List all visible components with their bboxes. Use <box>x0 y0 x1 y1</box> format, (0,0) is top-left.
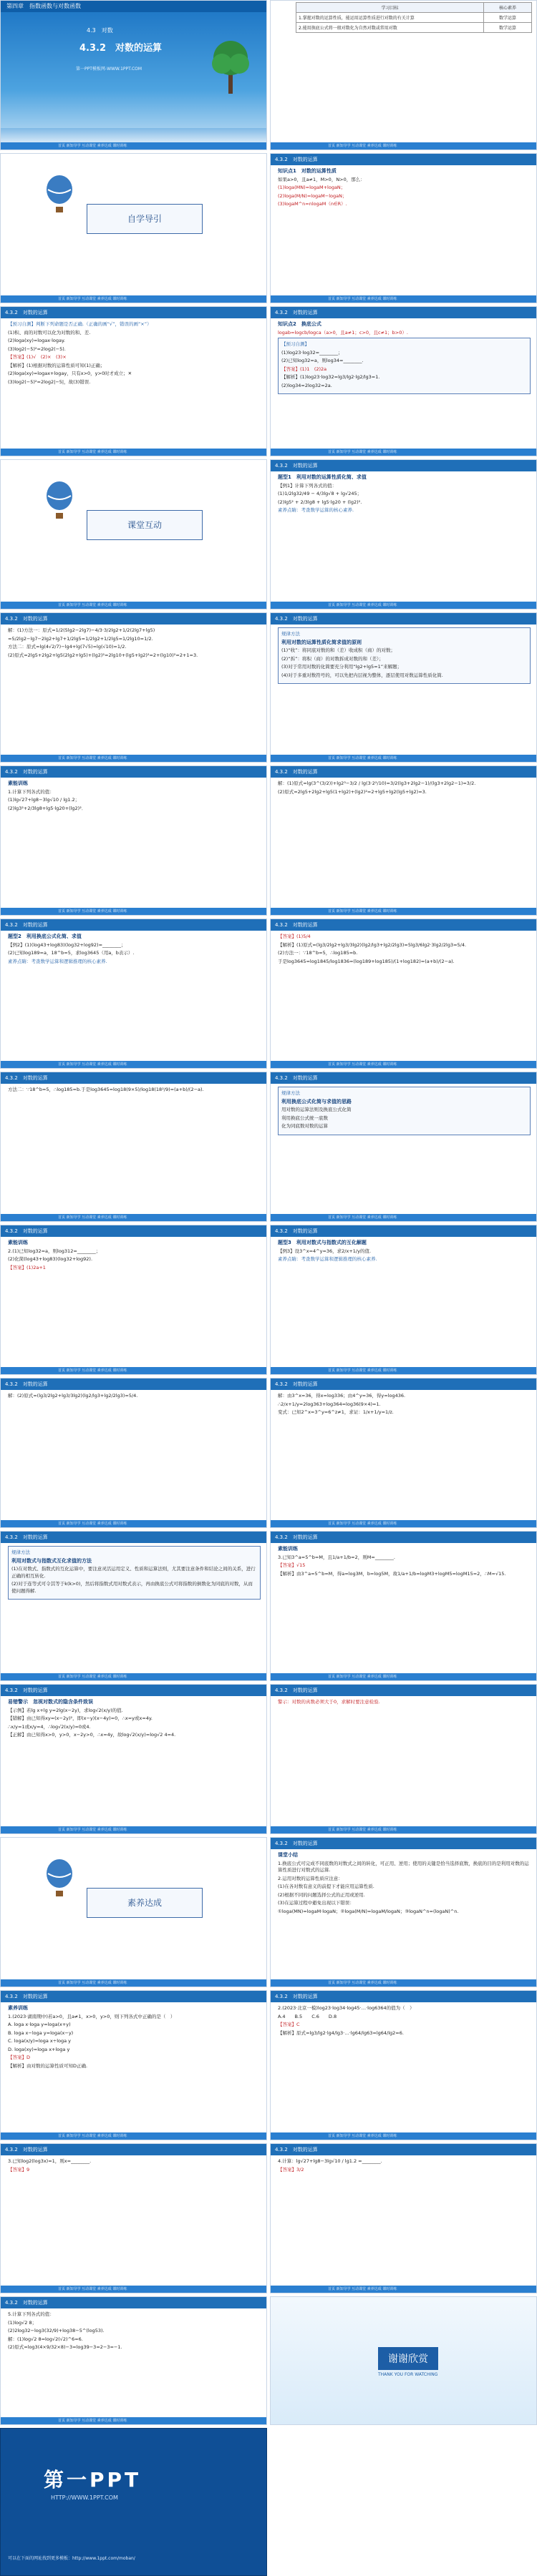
nav-bar[interactable]: 首页 新知导学 互动课堂 素养达成 课时训练 <box>271 1061 536 1068</box>
kp2-title: 知识点2 换底公式 <box>278 321 321 327</box>
example3-solution-slide <box>270 1378 537 1528</box>
kp2-slide <box>270 306 537 456</box>
self-exp-2: (2)loga(xy)=logax+logay，只有x>0，y>0时才成立；✕ <box>8 371 132 376</box>
err-fix: 【正解】由已知得x>0，y>0，x−2y>0，∴x=4y，故log√2(x/y)=log√2 4=4. <box>8 1732 176 1738</box>
summary-p3: (1)在各对数有意义的前提下才能应用运算性质. <box>278 1884 374 1889</box>
slide-header: 4.3.2 对数的运算 <box>1 1378 266 1390</box>
example2-method-slide <box>0 1072 267 1222</box>
nav-bar[interactable]: 首页 新知导学 互动课堂 素养达成 课时训练 <box>1 2132 266 2140</box>
example2-solution-slide <box>270 919 537 1069</box>
practice-q5b: (2)2log32−log3(32/9)+log38−5^(log53). <box>8 2328 105 2333</box>
thanks-label: 谢谢欣赏 <box>378 2347 438 2370</box>
brand-slide <box>0 2428 267 2576</box>
method3-slide <box>0 1531 267 1681</box>
practice-q1a: A. loga x·loga y=loga(x+y) <box>8 2022 71 2027</box>
ex3-s2: ∴2/x+1/y=2log363+log364=log36(9×4)=1. <box>278 1401 381 1407</box>
summary-p5: (3)在运算过程中避免出现以下错误： <box>278 1900 354 1906</box>
kp1-formula-2: (2)loga(M/N)=logaM−logaN； <box>278 192 347 199</box>
method2-step-b: 利用换底公式统一底数 <box>281 1115 328 1121</box>
kp1-title: 知识点1 对数的运算性质 <box>278 168 337 174</box>
slide-header: 4.3.2 对数的运算 <box>1 1225 266 1237</box>
goals-header-1: 学习目标 <box>296 3 484 13</box>
nav-bar[interactable]: 首页 新知导学 互动课堂 素养达成 课时训练 <box>1 1979 266 1987</box>
err-note: 警示：对数的真数必须大于0，求解时要注意检验. <box>278 1699 380 1705</box>
slide-header: 4.3.2 对数的运算 <box>1 766 266 778</box>
self-q1: (1)积、商的对数可以化为对数的和、差. <box>8 329 91 336</box>
goals-table <box>296 2 532 33</box>
practice-q4-answer: 【答案】3/2 <box>278 2166 304 2173</box>
achieve-slide <box>0 1837 267 1987</box>
summary-slide <box>270 1837 537 1987</box>
slide-header: 4.3.2 对数的运算 <box>1 2297 266 2308</box>
example3-slide <box>270 1225 537 1375</box>
slide-header: 4.3.2 对数的运算 <box>271 1378 536 1390</box>
nav-bar[interactable]: 首页 新知导学 互动课堂 素养达成 课时训练 <box>1 1214 266 1221</box>
train2-s1: 解：(2)原式=(lg3/2lg2+lg3/3lg2)(lg2/lg3+lg2/2lg3)=5/4. <box>8 1393 138 1399</box>
err-wrong: 【错解】由已知得xy=(x−2y)²，即(x−y)(x−4y)=0，∴x=y或x=4y. <box>8 1715 153 1721</box>
method3-p2: (2)对于连等式可令其等于k(k>0)，然后将指数式用对数式表示，再由换底公式可将指数的倒数化为同底的对数，从而使问题得解. <box>11 1581 253 1594</box>
train1-solution-slide <box>270 765 537 916</box>
slide-header: 4.3.2 对数的运算 <box>271 460 536 471</box>
kp2-formula: logab=logcb/logca（a>0，且a≠1；c>0，且c≠1；b>0）. <box>278 329 408 336</box>
slide-header: 4.3.2 对数的运算 <box>271 1991 536 2002</box>
ex1-prompt: 【例1】计算下列各式的值： <box>278 482 337 489</box>
section-interact: 课堂互动 <box>87 510 203 540</box>
thanks-sub: THANK YOU FOR WATCHING <box>378 2372 438 2377</box>
train2-q2: (2)化简(log43+log83)(log32+log92). <box>8 1256 93 1262</box>
practice-q5a: (1)log√2 8； <box>8 2319 37 2326</box>
practice2-slide <box>270 1990 537 2140</box>
goal-2: 2.能用换底公式将一般对数化为自然对数或常用对数 <box>296 23 484 33</box>
section-guide: 自学导引 <box>87 204 203 234</box>
balloon-icon <box>44 481 75 521</box>
self-exp-3: (3)log2(−5)²=2log2|−5|，故(3)错误. <box>8 378 91 385</box>
slide-header: 4.3.2 对数的运算 <box>271 919 536 931</box>
kp1-intro: 如果a>0，且a≠1，M>0，N>0，那么： <box>278 176 365 182</box>
ex1-q2: (2)lg5² + 2/3lg8 + lg5·lg20 + (lg2)². <box>278 499 362 505</box>
method1-slide <box>270 612 537 763</box>
ex2-sol2: (2)方法一：∵18^b=5，∴log185=b. <box>278 950 358 956</box>
self-test-title: 【预习自测】判断下列命题是否正确.（正确的画“√”，错误的画“×”） <box>8 321 152 327</box>
ex2-sol3: 于是log3645=log1845/log1836=(log189+log185)/(1+log182)=(a+b)/(2−a). <box>278 958 455 964</box>
guide-slide <box>0 153 267 303</box>
self-test-slide <box>0 306 267 456</box>
nav-bar[interactable]: 首页 新知导学 互动课堂 素养达成 课时训练 <box>1 908 266 915</box>
goal-2-core: 数学运算 <box>484 23 532 33</box>
cover-slide <box>0 0 267 150</box>
practice-q4: 4.计算：lg√27+lg8−3lg√10 / lg1.2 =________. <box>278 2158 382 2164</box>
summary-head: 课堂小结 <box>278 1852 298 1858</box>
summary-p2: 2.运用对数的运算性质应注意： <box>278 1875 343 1881</box>
method2-box <box>278 1087 531 1135</box>
ex1-q1: (1)1/2lg32/49 − 4/3lg√8 + lg√245； <box>278 491 362 496</box>
practice-q3-answer: 【答案】9 <box>8 2166 30 2173</box>
train2-slide <box>0 1225 267 1375</box>
method1-p1: (1)“收”：将同底对数的和（差）收成积（商）的对数； <box>281 647 395 653</box>
practice-q2-options: A.4 B.5 C.6 D.8 <box>278 2013 337 2019</box>
tree-icon <box>209 36 252 94</box>
site-label: 第一PPT模板网-WWW.1PPT.COM <box>76 67 142 72</box>
train1-q2: (2)lg3²+2/3lg8+lg5·lg20+(lg2)²． <box>8 805 87 811</box>
method2-step-a: 用对数的运算法则及换底公式化简 <box>281 1107 352 1112</box>
practice4-slide <box>270 2143 537 2293</box>
practice-q1c: C. loga(x/y)=loga x÷loga y <box>8 2038 72 2044</box>
goals-slide <box>270 0 537 150</box>
nav-bar[interactable]: 首页 新知导学 互动课堂 素养达成 课时训练 <box>271 755 536 762</box>
method2-title: 利用换底公式化简与求值的思路 <box>281 1098 352 1105</box>
ex2-sol4: 方法二：∵18^b=5，∴log185=b.于是log3645=log18(9×5)/log18(18²/9)=(a+b)/(2−a). <box>8 1087 204 1092</box>
balloon-icon <box>44 1859 75 1899</box>
train2-title: 素能训练 <box>8 1240 28 1245</box>
goal-1-core: 数学运算 <box>484 13 532 23</box>
train1-slide <box>0 765 267 916</box>
nav-bar[interactable]: 首页 新知导学 互动课堂 素养达成 课时训练 <box>1 2286 266 2293</box>
summary-p6: ①loga(MN)=logaM·logaN；②loga(M/N)=logaM/logaN；③logaN^n=(logaN)^n. <box>278 1908 459 1914</box>
ex2-sol: 【解析】(1)原式=(lg3/2lg2+lg3/3lg2)(lg2/lg3+lg2/2lg3)=5lg3/6lg2·3lg2/2lg3=5/4. <box>278 941 467 948</box>
kp2-selftest: 【预习自测】 <box>281 341 309 347</box>
slide-header: 4.3.2 对数的运算 <box>1 307 266 318</box>
slide-header: 4.3.2 对数的运算 <box>1 1072 266 1084</box>
practice-q5-s2: (2)原式=log3(4×9/32×8)−3=log39−3=2−3=−1. <box>8 2344 122 2350</box>
nav-bar[interactable]: 首页 新知导学 互动课堂 素养达成 课时训练 <box>1 295 266 303</box>
practice-title: 素养训练 <box>8 2005 28 2011</box>
ex1-sol-1c: 方法二：原式=lg(4√2/7)−lg4+lg(7√5)=lg(√10)=1/2. <box>8 644 127 650</box>
slide-header: 4.3.2 对数的运算 <box>271 766 536 778</box>
ex1-tip: 素养点睛：考查数学运算的核心素养. <box>278 507 354 513</box>
interact-slide <box>0 459 267 609</box>
slide-header: 4.3.2 对数的运算 <box>1 1685 266 1696</box>
train2-q: 2.(1)已知log32=a，则log312=________； <box>8 1248 101 1254</box>
method3-head: 规律方法 <box>11 1549 30 1555</box>
kp1-slide <box>270 153 537 303</box>
slide-header: 4.3.2 对数的运算 <box>271 1225 536 1237</box>
kp2-q1: (1)log23·log32=________； <box>281 349 343 356</box>
slide-header: 4.3.2 对数的运算 <box>271 307 536 318</box>
goal-1: 1.掌握对数的运算性质，能运用运算性质进行对数的有关计算 <box>296 13 484 23</box>
nav-bar[interactable]: 首页 新知导学 互动课堂 素养达成 课时训练 <box>1 2417 266 2424</box>
method3-p1: (1)在对数式、指数式的互化运算中，要注意灵活运用定义、性质和运算法则，尤其要注意条件和结论之间的关系，进行正确的相互转化. <box>11 1566 256 1579</box>
kp1-formula-3: (3)logaM^n=nlogaM（n∈R）. <box>278 201 347 207</box>
nav-bar[interactable]: 首页 新知导学 互动课堂 素养达成 课时训练 <box>1 755 266 762</box>
practice-q2-answer: 【答案】C <box>278 2022 300 2027</box>
nav-bar[interactable]: 首页 新知导学 互动课堂 素养达成 课时训练 <box>271 908 536 915</box>
train2-solution-slide <box>0 1378 267 1528</box>
slide-header: 4.3.2 对数的运算 <box>271 1685 536 1696</box>
slide-header: 4.3.2 对数的运算 <box>271 1532 536 1543</box>
kp2-q2: (2)已知log32=a，则log34=________. <box>281 358 364 363</box>
method2-head: 规律方法 <box>281 1090 300 1096</box>
method1-p2: (2)“拆”：将积（商）的对数拆成对数的和（差）； <box>281 655 384 662</box>
section-label: 4.3 对数 <box>87 27 113 34</box>
practice-q1-answer: 【答案】D <box>8 2055 31 2060</box>
lesson-title: 4.3.2 对数的运算 <box>79 43 163 54</box>
method1-p3: (3)对于常用对数的化简要充分利用“lg2+lg5=1”来解题； <box>281 664 402 670</box>
train1-q1: (1)lg√27+lg8−3lg√10 / lg1.2； <box>8 797 80 803</box>
train1-title: 素能训练 <box>8 780 28 786</box>
nav-bar[interactable]: 首页 新知导学 互动课堂 素养达成 课时训练 <box>271 1367 536 1374</box>
slide-header: 4.3.2 对数的运算 <box>271 613 536 625</box>
summary-p1: 1.换底公式可完成不同底数的对数式之间的转化，可正用、逆用；使用的关键是恰当选择底数，换底的目的是利用对数的运算性质进行对数式的运算. <box>278 1860 529 1873</box>
brand-url[interactable]: HTTP://WWW.1PPT.COM <box>51 2494 118 2501</box>
nav-bar[interactable]: 首页 新知导学 互动课堂 素养达成 课时训练 <box>271 1979 536 1987</box>
kp2-exp-2: (2)log34=2log32=2a. <box>281 382 332 388</box>
slide-header: 4.3.2 对数的运算 <box>271 2144 536 2155</box>
method1-title: 利用对数的运算性质化简求值的原则 <box>281 639 362 645</box>
practice5-slide <box>0 2296 267 2425</box>
kp2-selftest-box <box>278 338 531 394</box>
nav-bar[interactable]: 首页 新知导学 互动课堂 素养达成 课时训练 <box>1 1061 266 1068</box>
ex2-prompt: 【例2】(1)(log43+log83)(log32+log92)=________； <box>8 941 126 948</box>
nav-bar[interactable]: 首页 新知导学 互动课堂 素养达成 课时训练 <box>271 1673 536 1680</box>
ex2-tip: 素养点睛：考查数学运算和逻辑推理的核心素养. <box>8 958 107 964</box>
ex3-s3: 变式：已知2^x=3^y=6^z≠1，求证：1/x+1/y=1/z. <box>278 1409 394 1415</box>
practice-q1-exp: 【解析】由对数的运算性质可知D正确. <box>8 2062 88 2069</box>
error-note-slide <box>270 1684 537 1834</box>
example1-solution-slide <box>0 612 267 763</box>
nav-bar[interactable]: 首页 新知导学 互动课堂 素养达成 课时训练 <box>271 1520 536 1527</box>
example2-slide <box>0 919 267 1069</box>
err-s1: ∴x/y=1或x/y=4，∴log√2(x/y)=0或4. <box>8 1723 91 1730</box>
train3-title: 素能训练 <box>278 1546 298 1552</box>
method3-box <box>8 1546 261 1600</box>
method1-head: 规律方法 <box>281 631 300 637</box>
ex2-q2: (2)已知log189=a，18^b=5，求log3645（用a，b表示）. <box>8 950 135 956</box>
kp2-answer: 【答案】(1)1 (2)2a <box>281 366 327 372</box>
ex1-sol-1: 解：(1)方法一：原式=1/2(5lg2−2lg7)−4/3·3/2lg2+1/2(2lg7+lg5) <box>8 627 155 633</box>
ex1-sol-2: (2)原式=2lg5+2lg2+lg5(2lg2+lg5)+(lg2)²=2lg10+(lg5+lg2)²=2+(lg10)²=2+1=3. <box>8 652 198 658</box>
slide-header: 4.3.2 对数的运算 <box>271 154 536 165</box>
nav-bar[interactable]: 首页 新知导学 互动课堂 素养达成 课时训练 <box>271 449 536 456</box>
ex3-title: 题型3 利用对数式与指数式的互化解题 <box>278 1240 367 1245</box>
nav-bar[interactable]: 首页 新知导学 互动课堂 素养达成 课时训练 <box>1 142 266 150</box>
slide-header: 4.3.2 对数的运算 <box>271 1838 536 1849</box>
nav-bar[interactable]: 首页 新知导学 互动课堂 素养达成 课时训练 <box>271 602 536 609</box>
practice-q1b: B. loga x−loga y=loga(x−y) <box>8 2029 74 2036</box>
balloon-icon <box>44 175 75 215</box>
nav-bar[interactable]: 首页 新知导学 互动课堂 素养达成 课时训练 <box>1 1367 266 1374</box>
train3-answer: 【答案】√15 <box>278 1562 306 1568</box>
nav-bar[interactable]: 首页 新知导学 互动课堂 素养达成 课时训练 <box>271 2132 536 2140</box>
practice1-slide <box>0 1990 267 2140</box>
train1-s2: (2)原式=2lg5+2lg2+lg5(1+lg2)+(lg2)²=2+lg5+lg2(lg5+lg2)=3. <box>278 788 427 795</box>
method2-slide <box>270 1072 537 1222</box>
ex2-title: 题型2 利用换底公式化简、求值 <box>8 934 82 939</box>
thanks-slide <box>270 2296 537 2425</box>
slide-header: 4.3.2 对数的运算 <box>1 1991 266 2002</box>
nav-bar[interactable]: 首页 新知导学 互动课堂 素养达成 课时训练 <box>271 295 536 303</box>
ex3-tip: 素养点睛：考查数学运算和逻辑推理的核心素养. <box>278 1256 377 1262</box>
nav-bar[interactable]: 首页 新知导学 互动课堂 素养达成 课时训练 <box>271 1826 536 1833</box>
kp1-formula-1: (1)loga(MN)=logaM+logaN； <box>278 185 346 190</box>
slide-header: 4.3.2 对数的运算 <box>1 919 266 931</box>
method3-title: 利用对数式与指数式互化求值的方法 <box>11 1557 92 1564</box>
method2-step-c: 化为同底数对数的运算 <box>281 1123 328 1129</box>
self-exp-1: 【解析】(1)根据对数的运算性质可知(1)正确； <box>8 362 105 368</box>
ex3-s1: 解：由3^x=36，得x=log336；由4^y=36，得y=log436. <box>278 1393 406 1399</box>
goals-header-2: 核心素养 <box>484 3 532 13</box>
slide-header: 4.3.2 对数的运算 <box>1 2144 266 2155</box>
practice3-slide <box>0 2143 267 2293</box>
practice-q5-s1: 解：(1)log√2 8=log√2(√2)^6=6. <box>8 2336 83 2342</box>
ex3-prompt: 【例3】设3^x=4^y=36，求2/x+1/y的值. <box>278 1248 372 1254</box>
train1-s1: 解：(1)原式=lg(3^(3/2))+lg2³−3/2 / lg(3·2²/10)=3/2(lg3+2lg2−1)/(lg3+2lg2−1)=3/2. <box>278 780 476 786</box>
brand-logo: 第一PPT <box>44 2468 142 2492</box>
train3-q: 3.已知3^a=5^b=M，且1/a+1/b=2，则M=________. <box>278 1554 395 1560</box>
ex2-answer: 【答案】(1)5/4 <box>278 934 311 939</box>
nav-bar[interactable]: 首页 新知导学 互动课堂 素养达成 课时训练 <box>271 142 536 150</box>
practice-q1d: D. loga(xy)=loga x+loga y <box>8 2046 70 2052</box>
nav-bar[interactable]: 首页 新知导学 互动课堂 素养达成 课时训练 <box>271 2286 536 2293</box>
chapter-title: 第四章 指数函数与对数函数 <box>1 1 267 12</box>
summary-p4: (2)根据不同的问题选择公式的正用或逆用. <box>278 1891 365 1898</box>
self-q3: (3)log2(−5)²=2log2(−5). <box>8 346 66 352</box>
nav-bar[interactable]: 首页 新知导学 互动课堂 素养达成 课时训练 <box>1 1826 266 1833</box>
self-answer: 【答案】(1)√ (2)× (3)× <box>8 354 67 360</box>
slide-header: 4.3.2 对数的运算 <box>1 613 266 625</box>
practice-q5: 5.计算下列各式的值： <box>8 2311 54 2317</box>
slide-header: 4.3.2 对数的运算 <box>1 1532 266 1543</box>
nav-bar[interactable]: 首页 新知导学 互动课堂 素养达成 课时训练 <box>1 1520 266 1527</box>
nav-bar[interactable]: 首页 新知导学 互动课堂 素养达成 课时训练 <box>271 1214 536 1221</box>
practice-q2-exp: 【解析】原式=lg3/lg2·lg4/lg3·…·lg64/lg63=lg64/lg2=6. <box>278 2029 404 2036</box>
practice-q2: 2.(2023·北京一模)log23·log34·log45·…·log6364的值为（ ） <box>278 2005 415 2011</box>
method1-p4: (4)对于多重对数符号的，可以先把内层视为整体，逐层使用对数运算性质化简. <box>281 672 443 678</box>
thanks-background <box>271 2297 536 2424</box>
method1-box <box>278 627 531 684</box>
brand-footer: 可以在下面的网址找到更多模板：http://www.1ppt.com/moban/ <box>8 2556 135 2561</box>
nav-bar[interactable]: 首页 新知导学 互动课堂 素养达成 课时训练 <box>1 1673 266 1680</box>
train3-slide <box>270 1531 537 1681</box>
kp2-exp-1: 【解析】(1)log23·log32=lg3/lg2·lg2/lg3=1. <box>281 374 380 380</box>
train1-q: 1.计算下列各式的值： <box>8 788 54 795</box>
practice-q3: 3.已知log2(log3x)=1，则x=________. <box>8 2158 92 2164</box>
self-q2: (2)loga(xy)=logax·logay. <box>8 338 65 343</box>
error-slide <box>0 1684 267 1834</box>
nav-bar[interactable]: 首页 新知导学 互动课堂 素养达成 课时训练 <box>1 449 266 456</box>
slide-header: 4.3.2 对数的运算 <box>271 1072 536 1084</box>
err-q: 【示例】若lg x+lg y=2lg(x−2y)，求log√2(x/y)的值. <box>8 1707 123 1713</box>
ex1-title: 题型1 利用对数的运算性质化简、求值 <box>278 474 367 480</box>
err-title: 易错警示 忽视对数式的隐含条件致误 <box>8 1699 93 1705</box>
nav-bar[interactable]: 首页 新知导学 互动课堂 素养达成 课时训练 <box>1 602 266 609</box>
section-achieve: 素养达成 <box>87 1888 203 1918</box>
example1-slide <box>270 459 537 609</box>
practice-q1: 1.(2023·湖南期中)若a>0，且a≠1，x>0，y>0，则下列各式中正确的是（ ） <box>8 2013 175 2019</box>
train2-answer: 【答案】(1)2a+1 <box>8 1264 46 1270</box>
train3-s: 【解析】由3^a=5^b=M，得a=log3M，b=log5M，故1/a+1/b=logM3+logM5=logM15=2，∴M=√15. <box>278 1570 506 1577</box>
ex1-sol-1b: =5/2lg2−lg7−2lg2+lg7+1/2lg5=1/2lg2+1/2lg5=1/2lg10=1/2. <box>8 635 153 642</box>
